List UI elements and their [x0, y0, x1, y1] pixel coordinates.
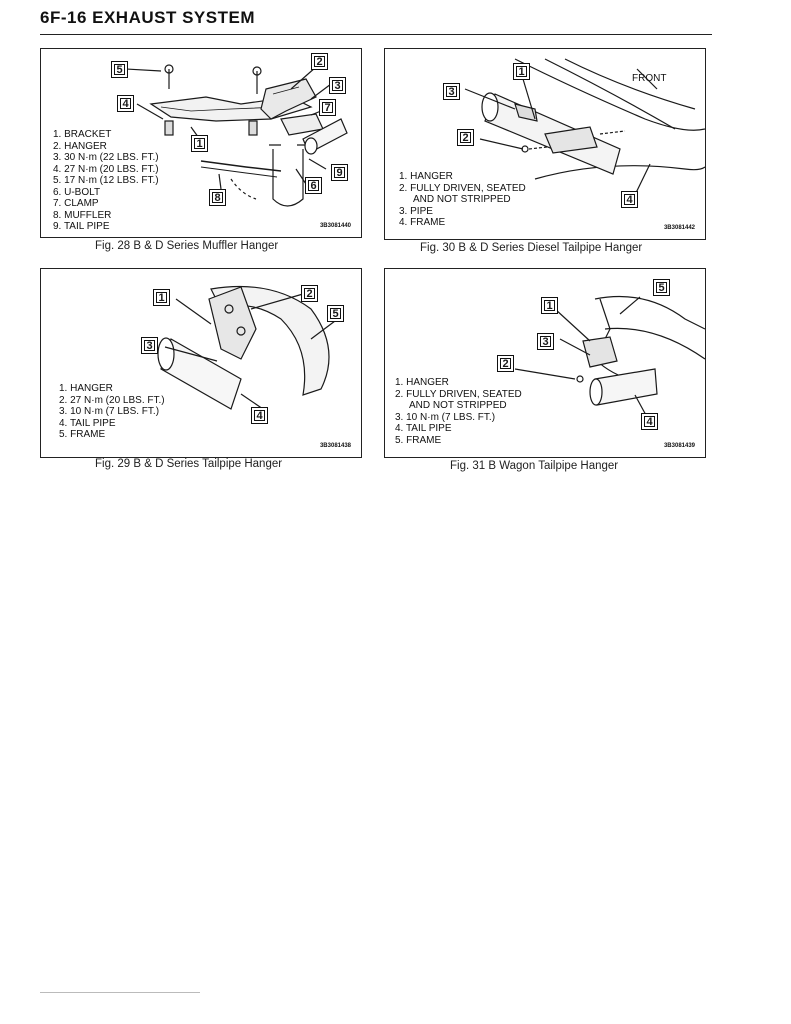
- figure-29-caption: Fig. 29 B & D Series Tailpipe Hanger: [95, 458, 283, 470]
- legend-item: 3. PIPE: [399, 205, 433, 217]
- figure-29-callout-1: 1: [153, 289, 170, 306]
- figure-31-code: 3B3081439: [663, 443, 695, 449]
- legend-item: 2. FULLY DRIVEN, SEATED: [395, 388, 522, 400]
- figure-28-legend: [53, 129, 159, 233]
- figure-29-panel: [40, 268, 362, 458]
- legend-item: 1. HANGER: [395, 377, 449, 388]
- legend-item: 6. U-BOLT: [53, 186, 101, 198]
- figure-29-callout-4: 4: [251, 407, 268, 424]
- figure-30-callout-2: 2: [457, 129, 474, 146]
- footer-rule: [40, 992, 200, 993]
- legend-item: 1. HANGER: [399, 171, 453, 182]
- figure-29-legend: [59, 383, 165, 441]
- figure-30-code: 3B3081442: [663, 225, 695, 231]
- figure-30-callout-4: 4: [621, 191, 638, 208]
- legend-item: AND NOT STRIPPED: [413, 194, 511, 205]
- legend-item: 9. TAIL PIPE: [53, 221, 110, 232]
- legend-item: 2. FULLY DRIVEN, SEATED: [399, 182, 526, 194]
- legend-item: 1. BRACKET: [53, 129, 112, 140]
- figure-30-panel: [384, 48, 706, 240]
- figure-28-callout-8: 8: [209, 189, 226, 206]
- figure-28-callout-1: 1: [191, 135, 208, 152]
- figure-30-legend: [399, 171, 526, 229]
- legend-item: 5. FRAME: [395, 434, 442, 446]
- figure-28-code: 3B3081440: [319, 223, 351, 229]
- figure-30-front-label: FRONT: [632, 73, 667, 84]
- figure-28-callout-3: 3: [329, 77, 346, 94]
- legend-item: 5. 17 N·m (12 LBS. FT.): [53, 175, 159, 186]
- legend-item: 4. 27 N·m (20 LBS. FT.): [53, 163, 159, 175]
- figure-28-callout-5: 5: [111, 61, 128, 78]
- legend-item: 3. 30 N·m (22 LBS. FT.): [53, 152, 159, 163]
- legend-item: AND NOT STRIPPED: [409, 400, 507, 411]
- figure-31-legend: [395, 377, 522, 446]
- figure-31-callout-3: 3: [537, 333, 554, 350]
- legend-item: 2. 27 N·m (20 LBS. FT.): [59, 394, 165, 406]
- figure-29-callout-2: 2: [301, 285, 318, 302]
- figure-31-callout-1: 1: [541, 297, 558, 314]
- figure-28-caption: Fig. 28 B & D Series Muffler Hanger: [95, 240, 279, 252]
- legend-item: 4. TAIL PIPE: [59, 417, 116, 429]
- figure-28-panel: [40, 48, 362, 238]
- figure-28-callout-4: 4: [117, 95, 134, 112]
- figure-31-callout-4: 4: [641, 413, 658, 430]
- figure-31-caption: Fig. 31 B Wagon Tailpipe Hanger: [450, 460, 619, 472]
- legend-item: 8. MUFFLER: [53, 209, 112, 221]
- figure-28-callout-7: 7: [319, 99, 336, 116]
- figure-29-callout-3: 3: [141, 337, 158, 354]
- figure-30-callout-1: 1: [513, 63, 530, 80]
- figure-30-callout-3: 3: [443, 83, 460, 100]
- legend-item: 2. HANGER: [53, 140, 107, 152]
- figure-28-callout-2: 2: [311, 53, 328, 70]
- legend-item: 4. FRAME: [399, 217, 446, 228]
- figure-31-callout-5: 5: [653, 279, 670, 296]
- figure-31-callout-2: 2: [497, 355, 514, 372]
- legend-item: 7. CLAMP: [53, 198, 99, 209]
- figure-31-panel: [384, 268, 706, 458]
- figure-30-caption: Fig. 30 B & D Series Diesel Tailpipe Hanger: [420, 242, 643, 254]
- legend-item: 5. FRAME: [59, 429, 106, 440]
- figure-29-code: 3B3081438: [319, 443, 351, 449]
- legend-item: 4. TAIL PIPE: [395, 423, 452, 434]
- figure-29-callout-5: 5: [327, 305, 344, 322]
- legend-item: 3. 10 N·m (7 LBS. FT.): [59, 406, 160, 417]
- page-title: 6F-16 EXHAUST SYSTEM: [40, 8, 255, 27]
- header-rule: [40, 34, 712, 35]
- legend-item: 3. 10 N·m (7 LBS. FT.): [395, 411, 496, 423]
- figure-28-callout-6: 6: [305, 177, 322, 194]
- figure-28-callout-9: 9: [331, 164, 348, 181]
- legend-item: 1. HANGER: [59, 383, 113, 394]
